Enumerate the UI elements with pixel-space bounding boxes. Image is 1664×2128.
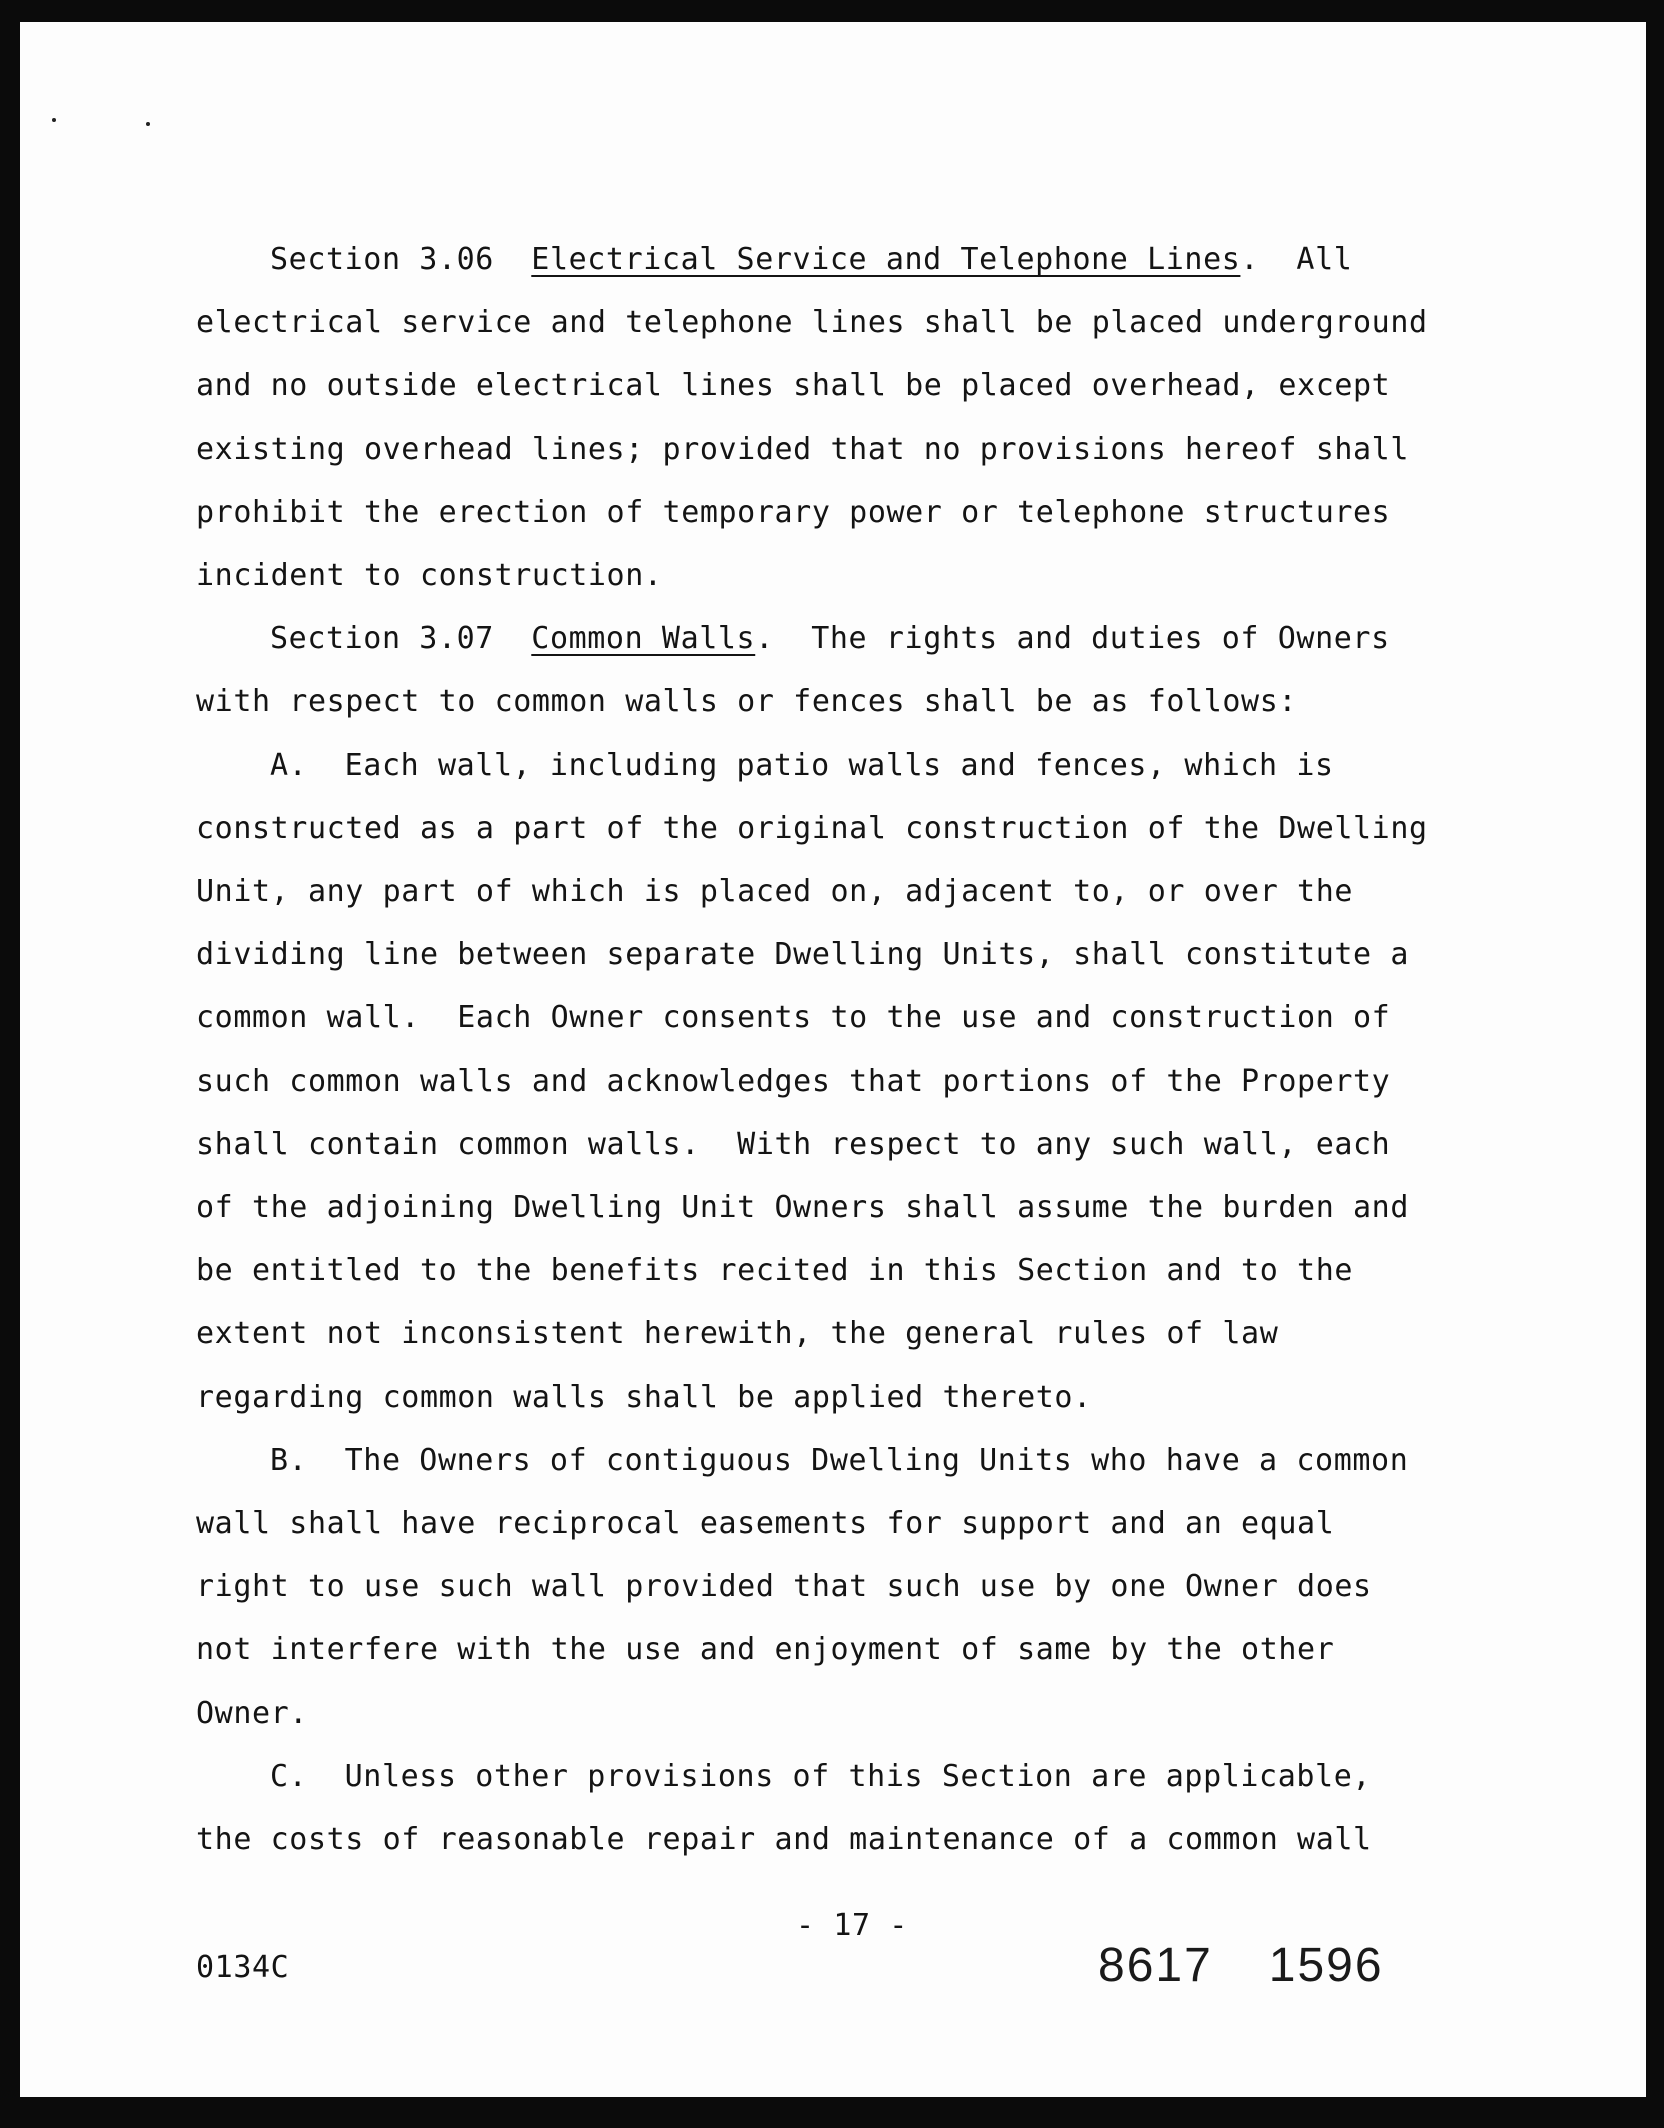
body-line: constructed as a part of the original construction of the Dwelling <box>196 810 1428 846</box>
section-306-lead-in: . All <box>1240 242 1353 277</box>
recording-stamp <box>1098 1938 1384 1993</box>
body-line: with respect to common walls or fences shall be as follows: <box>196 684 1298 720</box>
section-307-number: Section 3.07 <box>270 621 494 657</box>
body-line: incident to construction. <box>196 558 663 594</box>
section-307-lead-in: . The rights and duties of Owners <box>755 621 1390 657</box>
body-line: wall shall have reciprocal easements for support and an equal <box>196 1506 1335 1542</box>
body-line: electrical service and telephone lines shall be placed underground <box>196 305 1428 341</box>
body-line: regarding common walls shall be applied thereto. <box>196 1379 1092 1415</box>
body-line: right to use such wall provided that such use by one Owner does <box>196 1569 1372 1605</box>
body-line: dividing line between separate Dwelling Units, shall constitute a <box>196 937 1409 973</box>
body-line: prohibit the erection of temporary power or telephone structures <box>196 494 1391 530</box>
section-307-title: Common Walls <box>531 621 756 657</box>
body-line: extent not inconsistent herewith, the general rules of law <box>196 1316 1279 1352</box>
scan-speck <box>52 118 56 122</box>
body-line: be entitled to the benefits recited in this Section and to the <box>196 1253 1354 1289</box>
body-line: of the adjoining Dwelling Unit Owners shall assume the burden and <box>196 1190 1409 1226</box>
page-number: - 17 - <box>796 1908 908 1943</box>
section-307-heading <box>196 607 1486 670</box>
body-line: shall contain common walls. With respect to any such wall, each <box>196 1126 1391 1162</box>
paragraph-c-first-line: C. Unless other provisions of this Section are applicable, <box>270 1758 1372 1794</box>
document-code: 0134C <box>196 1950 290 1985</box>
body-line: the costs of reasonable repair and maintenance of a common wall <box>196 1822 1372 1858</box>
section-306-number: Section 3.06 <box>270 242 494 277</box>
section-306-title: Electrical Service and Telephone Lines <box>531 242 1241 277</box>
body-line: and no outside electrical lines shall be placed overhead, except <box>196 368 1391 404</box>
document-body <box>196 228 1486 1871</box>
body-line: such common walls and acknowledges that portions of the Property <box>196 1063 1391 1099</box>
stamp-book-number: 8617 <box>1098 1939 1213 1992</box>
body-line: Owner. <box>196 1695 308 1731</box>
stamp-page-number: 1596 <box>1268 1939 1384 1992</box>
section-306-heading <box>196 228 1486 291</box>
scan-speck <box>146 122 150 126</box>
body-line: common wall. Each Owner consents to the use and construction of <box>196 1000 1391 1036</box>
paragraph-b-first-line: B. The Owners of contiguous Dwelling Units who have a common <box>270 1442 1409 1478</box>
body-line: not interfere with the use and enjoyment of same by the other <box>196 1632 1335 1668</box>
body-line: Unit, any part of which is placed on, adjacent to, or over the <box>196 874 1354 910</box>
paragraph-a-first-line: A. Each wall, including patio walls and fences, which is <box>270 747 1334 783</box>
body-line: existing overhead lines; provided that no provisions hereof shall <box>196 431 1409 467</box>
